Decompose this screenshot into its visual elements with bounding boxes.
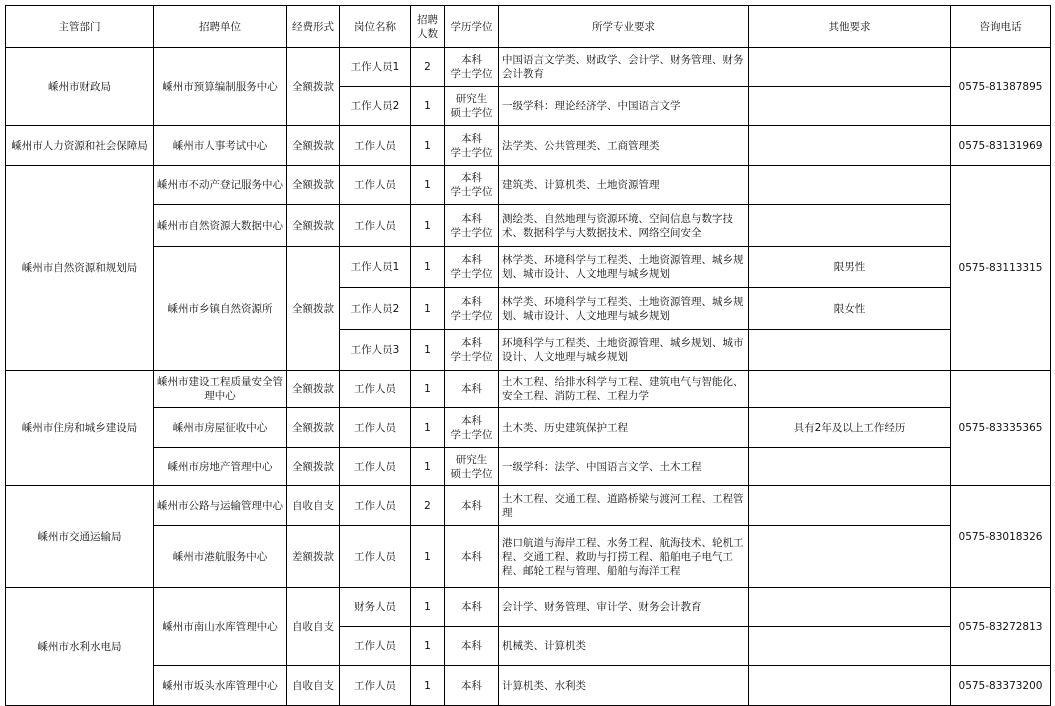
major-cell: 中国语言文学类、财政学、会计学、财务管理、财务会计教育 — [499, 48, 749, 87]
other-cell — [749, 87, 951, 126]
position-cell: 工作人员 — [340, 486, 411, 526]
table-row — [6, 166, 1051, 205]
edu-cell: 本科 — [445, 486, 499, 526]
unit-cell: 嵊州市预算编制服务中心 — [154, 48, 287, 126]
other-cell — [749, 627, 951, 666]
other-cell — [749, 48, 951, 87]
fund-cell: 全额拨款 — [287, 371, 340, 408]
table-body — [6, 48, 1051, 706]
header-edu: 学历学位 — [445, 6, 499, 48]
other-cell — [749, 166, 951, 205]
other-cell — [749, 486, 951, 526]
table-row — [6, 371, 1051, 408]
count-cell: 1 — [411, 627, 445, 666]
position-cell: 工作人员3 — [340, 330, 411, 371]
table-row — [6, 205, 1051, 247]
unit-cell: 嵊州市人事考试中心 — [154, 126, 287, 166]
edu-cell: 本科 学士学位 — [445, 126, 499, 166]
header-row — [6, 6, 1051, 48]
count-cell: 1 — [411, 126, 445, 166]
unit-cell: 嵊州市公路与运输管理中心 — [154, 486, 287, 526]
dept-cell: 嵊州市财政局 — [6, 48, 154, 126]
position-cell: 工作人员 — [340, 666, 411, 706]
count-cell: 1 — [411, 448, 445, 486]
edu-cell: 本科 — [445, 371, 499, 408]
dept-cell: 嵊州市水利水电局 — [6, 588, 154, 706]
other-cell — [749, 330, 951, 371]
other-cell — [749, 666, 951, 706]
edu-cell: 本科 — [445, 627, 499, 666]
position-cell: 工作人员 — [340, 526, 411, 588]
unit-cell: 嵊州市不动产登记服务中心 — [154, 166, 287, 205]
count-cell: 1 — [411, 526, 445, 588]
unit-cell: 嵊州市南山水库管理中心 — [154, 588, 287, 666]
other-cell: 具有2年及以上工作经历 — [749, 408, 951, 448]
count-cell: 2 — [411, 486, 445, 526]
position-cell: 工作人员1 — [340, 247, 411, 288]
edu-cell: 本科 学士学位 — [445, 330, 499, 371]
unit-cell: 嵊州市乡镇自然资源所 — [154, 247, 287, 371]
other-cell: 限男性 — [749, 247, 951, 288]
major-cell: 土木类、历史建筑保护工程 — [499, 408, 749, 448]
position-cell: 工作人员 — [340, 126, 411, 166]
major-cell: 会计学、财务管理、审计学、财务会计教育 — [499, 588, 749, 627]
table-row — [6, 588, 1051, 627]
position-cell: 财务人员 — [340, 588, 411, 627]
header-phone: 咨询电话 — [951, 6, 1051, 48]
phone-cell: 0575-81387895 — [951, 48, 1051, 126]
count-cell: 1 — [411, 408, 445, 448]
position-cell: 工作人员 — [340, 166, 411, 205]
position-cell: 工作人员2 — [340, 288, 411, 330]
other-cell: 限女性 — [749, 288, 951, 330]
major-cell: 土木工程、给排水科学与工程、建筑电气与智能化、安全工程、消防工程、工程力学 — [499, 371, 749, 408]
count-cell: 1 — [411, 247, 445, 288]
count-cell: 1 — [411, 330, 445, 371]
count-cell: 1 — [411, 166, 445, 205]
major-cell: 林学类、环境科学与工程类、土地资源管理、城乡规划、城市设计、人文地理与城乡规划 — [499, 247, 749, 288]
major-cell: 建筑类、计算机类、土地资源管理 — [499, 166, 749, 205]
table-row — [6, 48, 1051, 87]
major-cell: 港口航道与海岸工程、水务工程、航海技术、轮机工程、交通工程、救助与打捞工程、船舶电子电气工程、邮轮工程与管理、船舶与海洋工程 — [499, 526, 749, 588]
phone-cell: 0575-83018326 — [951, 486, 1051, 588]
fund-cell: 全额拨款 — [287, 48, 340, 126]
fund-cell: 全额拨款 — [287, 205, 340, 247]
count-cell: 1 — [411, 87, 445, 126]
major-cell: 环境科学与工程类、土地资源管理、城乡规划、城市设计、人文地理与城乡规划 — [499, 330, 749, 371]
count-cell: 1 — [411, 666, 445, 706]
table-row — [6, 247, 1051, 288]
count-cell: 2 — [411, 48, 445, 87]
position-cell: 工作人员1 — [340, 48, 411, 87]
fund-cell: 全额拨款 — [287, 166, 340, 205]
table-row — [6, 126, 1051, 166]
position-cell: 工作人员 — [340, 448, 411, 486]
edu-cell: 本科 — [445, 666, 499, 706]
fund-cell: 差额拨款 — [287, 526, 340, 588]
count-cell: 1 — [411, 588, 445, 627]
edu-cell: 本科 学士学位 — [445, 247, 499, 288]
edu-cell: 本科 学士学位 — [445, 166, 499, 205]
table-row — [6, 486, 1051, 526]
phone-cell: 0575-83272813 — [951, 588, 1051, 666]
major-cell: 测绘类、自然地理与资源环境、空间信息与数字技术、数据科学与大数据技术、网络空间安全 — [499, 205, 749, 247]
count-cell: 1 — [411, 371, 445, 408]
other-cell — [749, 526, 951, 588]
fund-cell: 自收自支 — [287, 588, 340, 666]
table-row — [6, 666, 1051, 706]
dept-cell: 嵊州市自然资源和规划局 — [6, 166, 154, 371]
position-cell: 工作人员 — [340, 205, 411, 247]
table-row — [6, 448, 1051, 486]
header-fund: 经费形式 — [287, 6, 340, 48]
other-cell — [749, 448, 951, 486]
major-cell: 一级学科：法学、中国语言文学、土木工程 — [499, 448, 749, 486]
edu-cell: 研究生 硕士学位 — [445, 87, 499, 126]
fund-cell: 全额拨款 — [287, 448, 340, 486]
table-row — [6, 526, 1051, 588]
other-cell — [749, 126, 951, 166]
edu-cell: 本科 学士学位 — [445, 288, 499, 330]
phone-cell-2: 0575-83373200 — [951, 666, 1051, 706]
dept-cell: 嵊州市人力资源和社会保障局 — [6, 126, 154, 166]
recruitment-table — [5, 5, 1051, 706]
header-unit: 招聘单位 — [154, 6, 287, 48]
major-cell: 计算机类、水利类 — [499, 666, 749, 706]
edu-cell: 本科 学士学位 — [445, 408, 499, 448]
major-cell: 土木工程、交通工程、道路桥梁与渡河工程、工程管理 — [499, 486, 749, 526]
header-dept: 主管部门 — [6, 6, 154, 48]
header-count: 招聘人数 — [411, 6, 445, 48]
fund-cell: 自收自支 — [287, 666, 340, 706]
header-major: 所学专业要求 — [499, 6, 749, 48]
phone-cell: 0575-83335365 — [951, 371, 1051, 486]
fund-cell: 全额拨款 — [287, 247, 340, 371]
count-cell: 1 — [411, 288, 445, 330]
phone-cell: 0575-83131969 — [951, 126, 1051, 166]
other-cell — [749, 371, 951, 408]
unit-cell: 嵊州市房地产管理中心 — [154, 448, 287, 486]
position-cell: 工作人员 — [340, 371, 411, 408]
table-row — [6, 408, 1051, 448]
header-position: 岗位名称 — [340, 6, 411, 48]
edu-cell: 研究生 硕士学位 — [445, 448, 499, 486]
edu-cell: 本科 — [445, 588, 499, 627]
fund-cell: 全额拨款 — [287, 408, 340, 448]
other-cell — [749, 588, 951, 627]
major-cell: 一级学科：理论经济学、中国语言文学 — [499, 87, 749, 126]
edu-cell: 本科 学士学位 — [445, 205, 499, 247]
phone-cell: 0575-83113315 — [951, 166, 1051, 371]
fund-cell: 自收自支 — [287, 486, 340, 526]
unit-cell: 嵊州市自然资源大数据中心 — [154, 205, 287, 247]
count-cell: 1 — [411, 205, 445, 247]
dept-cell: 嵊州市住房和城乡建设局 — [6, 371, 154, 486]
fund-cell: 全额拨款 — [287, 126, 340, 166]
major-cell: 机械类、计算机类 — [499, 627, 749, 666]
unit-cell: 嵊州市港航服务中心 — [154, 526, 287, 588]
unit-cell: 嵊州市房屋征收中心 — [154, 408, 287, 448]
unit-cell: 嵊州市坂头水库管理中心 — [154, 666, 287, 706]
position-cell: 工作人员 — [340, 408, 411, 448]
position-cell: 工作人员2 — [340, 87, 411, 126]
other-cell — [749, 205, 951, 247]
unit-cell: 嵊州市建设工程质量安全管理中心 — [154, 371, 287, 408]
position-cell: 工作人员 — [340, 627, 411, 666]
header-other: 其他要求 — [749, 6, 951, 48]
major-cell: 法学类、公共管理类、工商管理类 — [499, 126, 749, 166]
dept-cell: 嵊州市交通运输局 — [6, 486, 154, 588]
major-cell: 林学类、环境科学与工程类、土地资源管理、城乡规划、城市设计、人文地理与城乡规划 — [499, 288, 749, 330]
edu-cell: 本科 学士学位 — [445, 48, 499, 87]
edu-cell: 本科 — [445, 526, 499, 588]
